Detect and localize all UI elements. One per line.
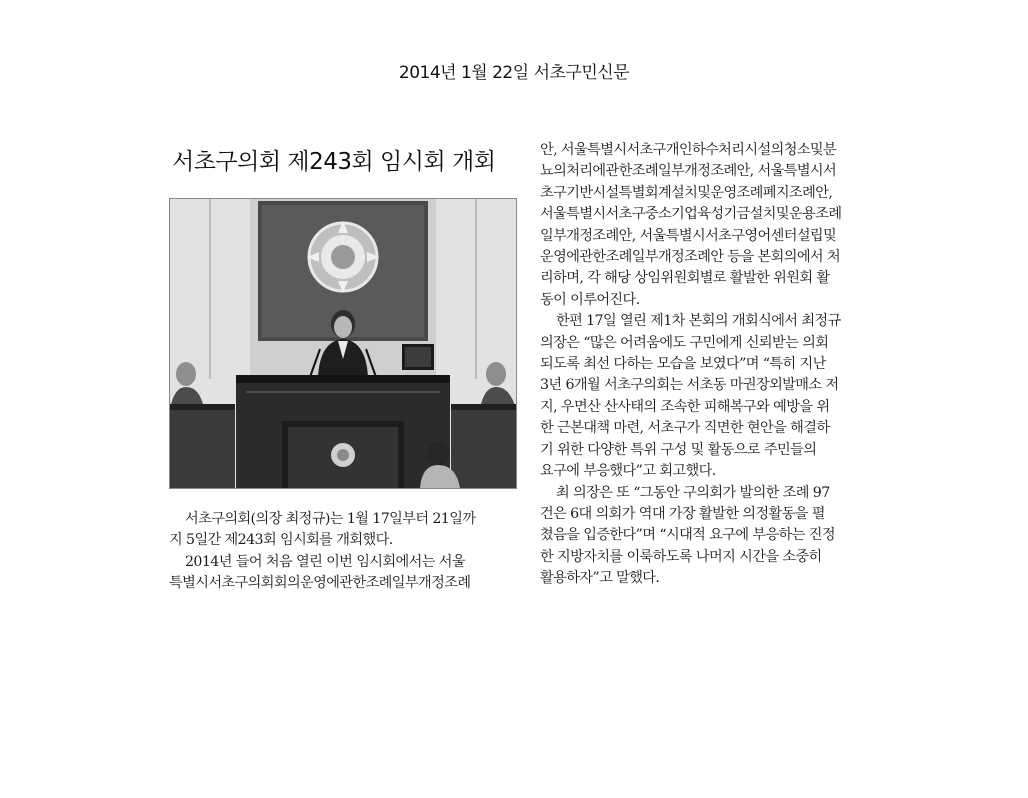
paragraph-line: 요구에 부응했다”고 회고했다. bbox=[540, 463, 716, 480]
paragraph-line: 되도록 최선 다하는 모습을 보였다”며 “특히 지난 bbox=[540, 356, 826, 373]
paragraph-line: 서울특별시서초구중소기업육성기금설치및운용조례 bbox=[540, 206, 842, 223]
podium-emblem-icon bbox=[331, 443, 355, 467]
paragraph-line: 특별시서초구의회회의운영에관한조례일부개정조례 bbox=[169, 575, 471, 592]
paragraph-line: 운영에관한조례일부개정조례안 등을 본회의에서 처 bbox=[540, 249, 841, 266]
article-body-left-column bbox=[169, 509, 519, 595]
paragraph-line: 의장은 “많은 어려움에도 구민에게 신뢰받는 의회 bbox=[540, 334, 829, 351]
paragraph-line: 동이 이루어진다. bbox=[540, 291, 640, 308]
paragraph-line: 3년 6개월 서초구의회는 서초동 마권장외발매소 저 bbox=[540, 377, 839, 394]
paragraph-line: 지, 우면산 산사태의 조속한 피해복구와 예방을 위 bbox=[540, 398, 830, 415]
paragraph-line: 뇨의처리에관한조례일부개정조례안, 서울특별시서 bbox=[540, 163, 837, 180]
paragraph-line: 최 의장은 또 “그동안 구의회가 발의한 조례 97 bbox=[556, 484, 830, 501]
paragraph-line: 기 위한 다양한 특위 구성 및 활동으로 주민들의 bbox=[540, 441, 817, 458]
paragraph-line: 건은 6대 의회가 역대 가장 활발한 의정활동을 펼 bbox=[540, 505, 825, 522]
paragraph-line: 일부개정조례안, 서울특별시서초구영어센터설립및 bbox=[540, 227, 837, 244]
paragraph-line: 리하며, 각 해당 상임위원회별로 활발한 위원회 활 bbox=[540, 270, 830, 287]
paragraph-line: 서초구의회(의장 최정규)는 1월 17일부터 21일까 bbox=[185, 511, 476, 527]
paragraph-line: 한 지방자치를 이룩하도록 나머지 시간을 소중히 bbox=[540, 548, 822, 565]
paragraph-line: 쳤음을 입증한다”며 “시대적 요구에 부응하는 진정 bbox=[540, 527, 835, 544]
article-headline: 서초구의회 제243회 임시회 개회 bbox=[172, 149, 496, 175]
paragraph-line: 초구기반시설특별회계설치및운영조례폐지조례안, bbox=[540, 184, 833, 201]
article-body-right-column bbox=[540, 140, 880, 590]
masthead: 2014년 1월 22일 서초구민신문 bbox=[398, 63, 630, 83]
paragraph-line: 안, 서울특별시서초구개인하수처리시설의청소및분 bbox=[540, 142, 837, 158]
paragraph-line: 지 5일간 제243회 임시회를 개회했다. bbox=[169, 532, 393, 549]
paragraph-line: 활용하자”고 말했다. bbox=[540, 570, 660, 587]
paragraph-line: 한 근본대책 마련, 서초구가 직면한 현안을 해결하 bbox=[540, 420, 830, 437]
paragraph-line: 2014년 들어 처음 열린 이번 임시회에서는 서울 bbox=[185, 553, 465, 570]
paragraph-line: 한편 17일 열린 제1차 본회의 개회식에서 최정규 bbox=[556, 313, 841, 330]
council-chamber-photo bbox=[169, 198, 517, 489]
